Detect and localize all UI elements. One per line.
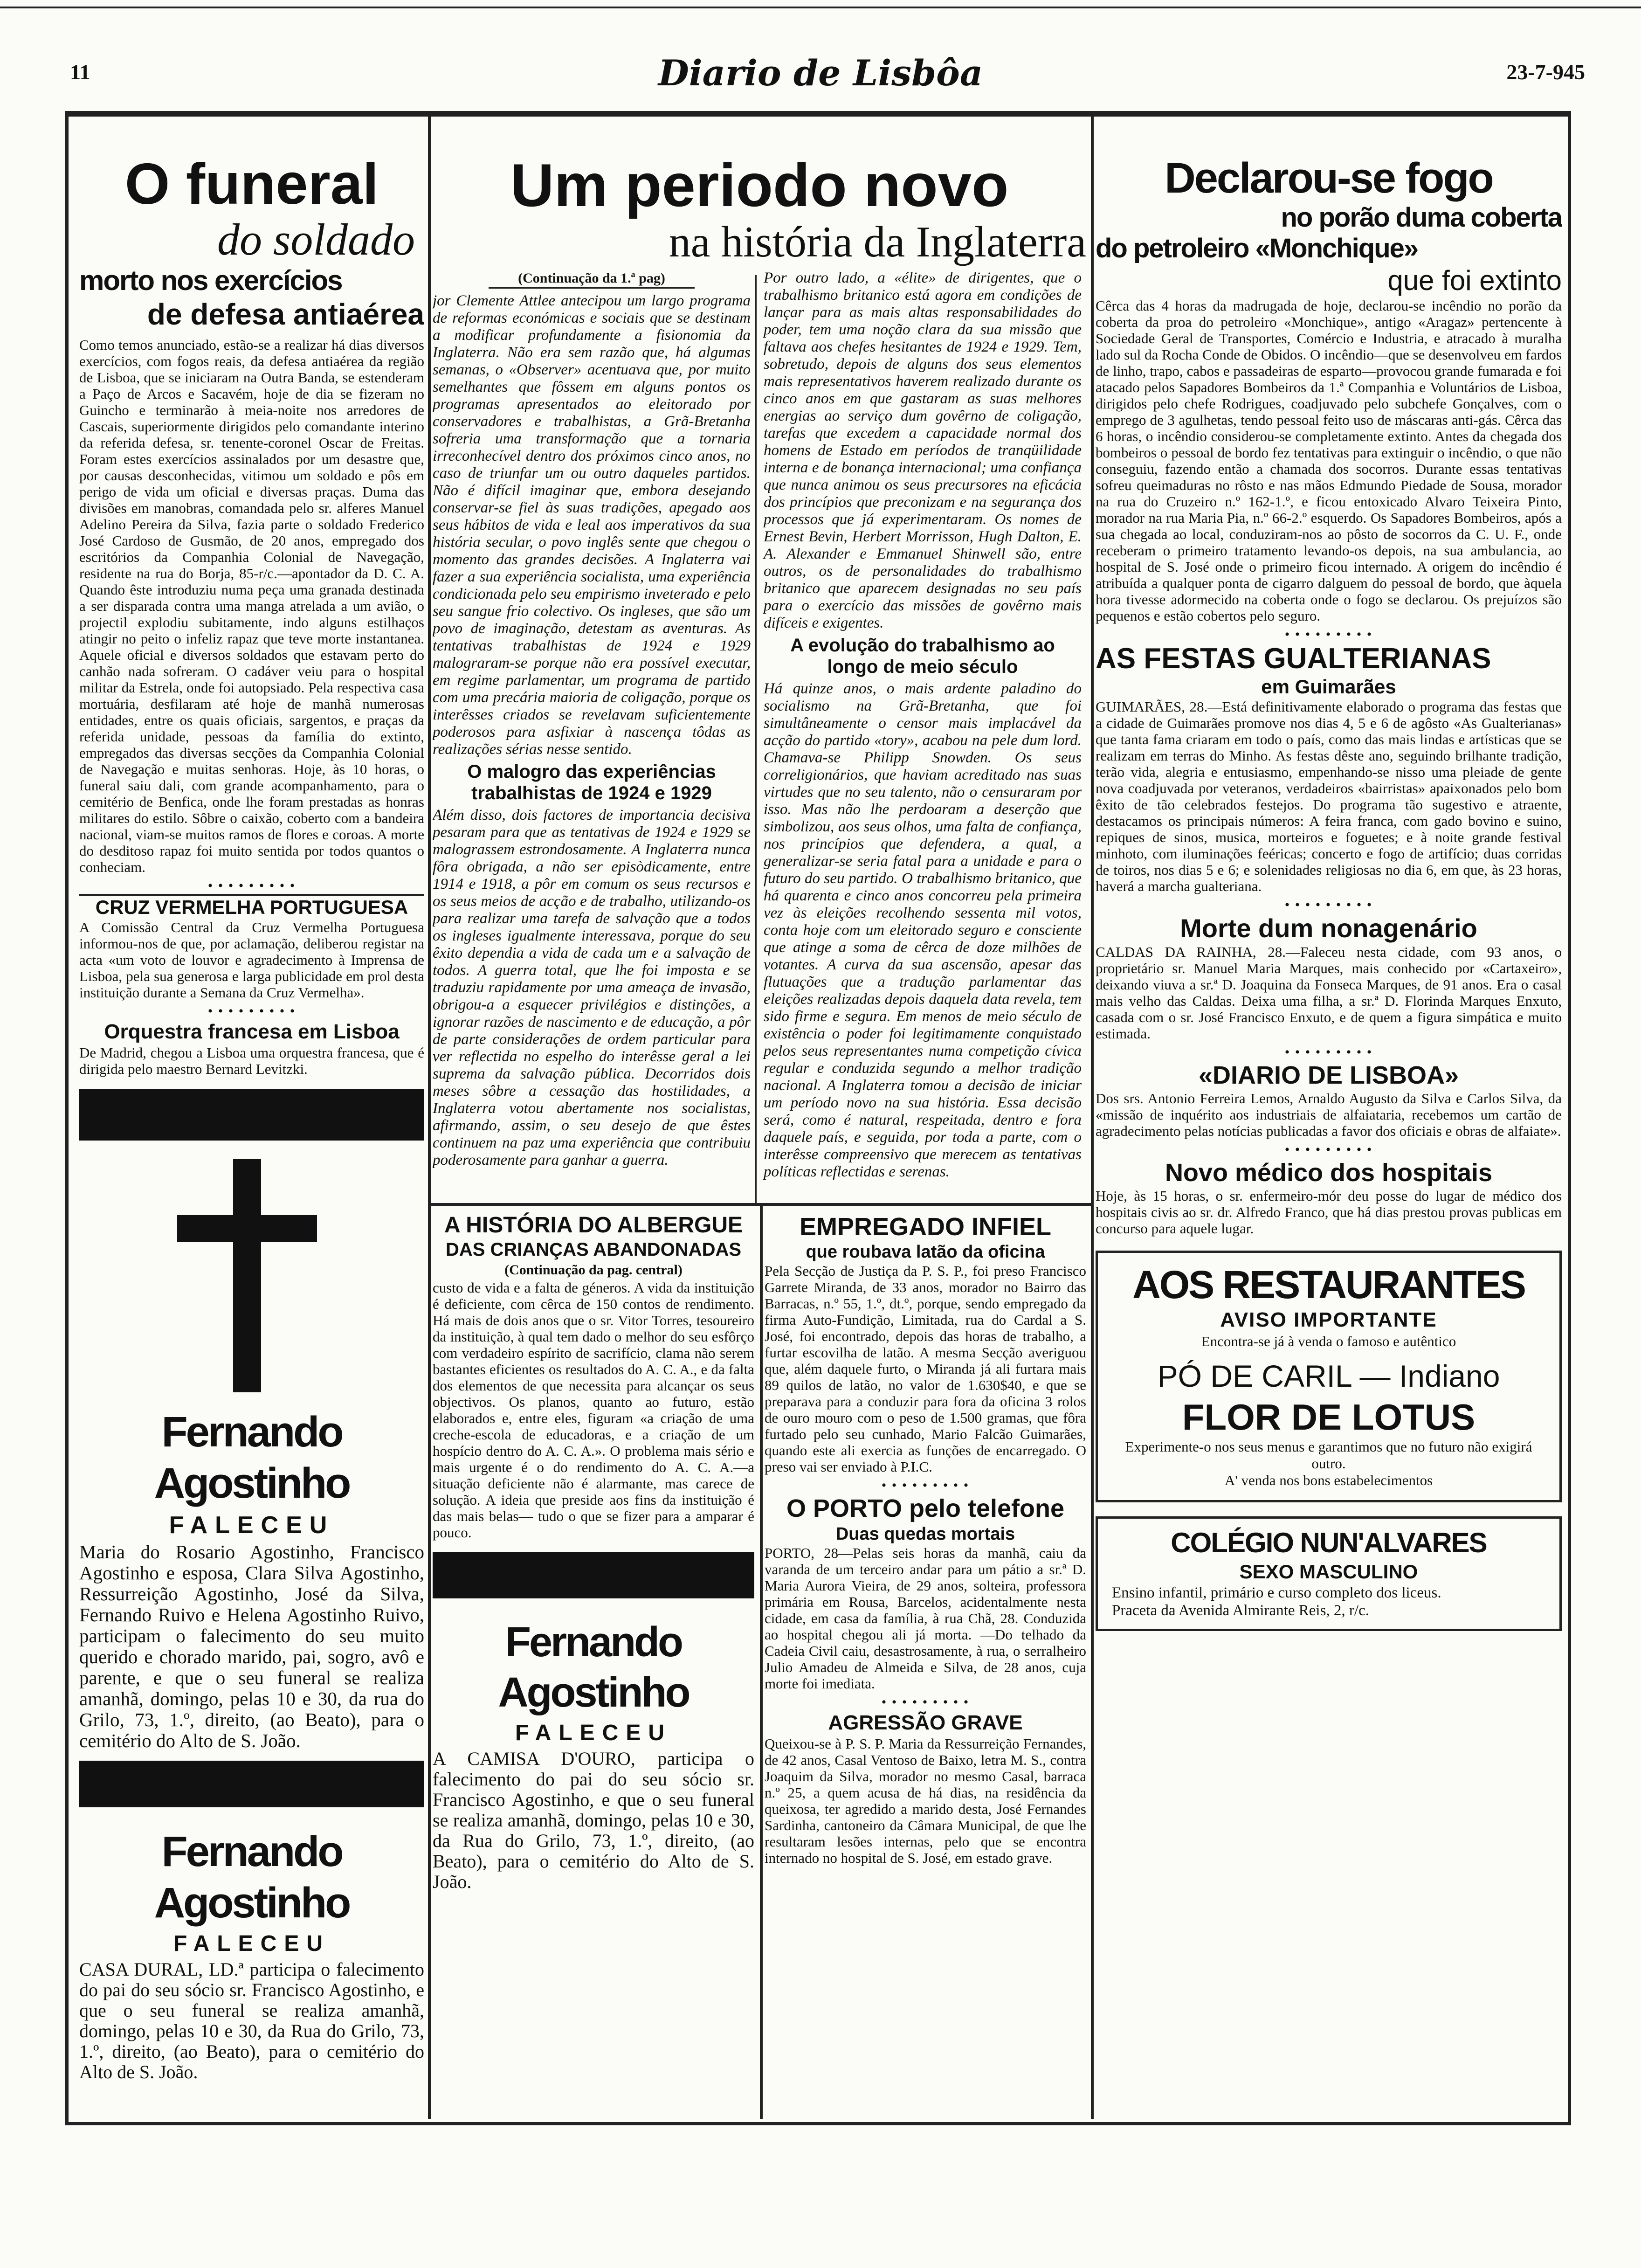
albergue-subtitle: DAS CRIANÇAS ABANDONADAS	[445, 1239, 742, 1260]
medico-text: Hoje, às 15 horas, o sr. enfermeiro-mór deu posse do lugar de médico dos hospitais civis ao sr. dr. Alfredo Franco, que há dias prestou provas publicas em concurso para aquele lugar.	[1096, 1188, 1562, 1237]
periodo-text-4: Há quinze anos, o mais ardente paladino do socialismo na Grã-Bretanha, que foi simultâneamente o censor mais implacável da acção do partido «tory», acabou na pele dum lord. Chamava-se Philipp Snowden. Os seus correligionários, que haviam acreditado nas suas virtudes que no seu talento, não o censuraram por isso. Mas não lhe perdoaram a deserção que simbolizou, aos seus olhos, uma falta de confiança, nos princípios que defendera, a qual, a generalizar-se seria fatal para a unidade e para o futuro do seu partido. O trabalhismo britanico, que há quarenta e cinco anos concorreu pela primeira vez às eleições recolhendo sessenta mil votos, conta hoje com um eleitorado seguro e consciente que atinge a soma de cêrca de doze milhões de votantes. A curva da sua ascensão, apesar das flutuações que a tradução parlamentar das eleições realizadas depois daquela data revela, tem sido firme e segura. Em menos de meio século de existência o poder foi legitimamente conquistado pelos seus representantes numa competição cívica regular e conduzida segundo a melhor tradição nacional. A Inglaterra tomou a decisão de iniciar um período novo na sua história. Essa decisão será, como é natural, respeitada, dentro e fora daquele país, e seguida, por toda a parte, com o interêsse compreensivo que merecem as tentativas políticas reflectidas e serenas.	[764, 680, 1082, 1180]
medico-headline: Novo médico dos hospitais	[1165, 1159, 1493, 1187]
nonagenario-text: CALDAS DA RAINHA, 28.—Faleceu nesta cidade, com 93 anos, o proprietário sr. Manuel Maria Marques, mais conhecido por «Cartaxeiro», deixando viuva a sr.ª D. Joaquina da Fonseca Marques, de 91 anos. Era o casal mais velho das Caldas. Deixa uma filha, a sr.ª D. Florinda Marques Enxuto, casada com o sr. José Francisco Enxuto, e de quem a figura simpática e muito estimada.	[1096, 944, 1562, 1042]
mourning-bar	[433, 1552, 754, 1598]
obituary-faleceu: FALECEU	[173, 1931, 330, 1956]
colegio-ad	[1096, 1516, 1562, 1631]
obituary-faleceu: FALECEU	[169, 1512, 335, 1539]
restaurantes-aviso: AVISO IMPORTANTE	[1220, 1308, 1437, 1331]
agressao-headline: AGRESSÃO GRAVE	[828, 1711, 1023, 1734]
festas-subtitle: em Guimarães	[1261, 676, 1396, 698]
colegio-text: Ensino infantil, primário e curso completo dos liceus.	[1112, 1584, 1441, 1601]
separator: • • • • • • • • •	[1284, 627, 1373, 642]
agressao-text: Queixou-se à P. S. P. Maria da Ressurreição Fernandes, de 42 anos, Casal Ventoso de Baixo, letra M. S., contra Joaquim da Silva, morador no mesmo Casal, barraca n.º 25, a quem acusa de há dias, na residência da queixosa, ter agredido a marido desta, José Fernandes Sardinha, cantoneiro da Câmara Municipal, de que lhe resultaram lesões internas, pelo que se encontra internado no hospital de S. José, em estado grave.	[765, 1736, 1086, 1866]
funeral-kicker-2: de defesa antiaérea	[147, 297, 424, 331]
fogo-text: Cêrca das 4 horas da madrugada de hoje, declarou-se incêndio no porão da coberta da proa do petroleiro «Monchique», antigo «Aragaz» pertencente à Sociedade Geral de Transportes, Comércio e Industria, e atracado à muralha lado sul da Rocha Conde de Obidos. O incêndio—que se desenvolveu em fardos de linho, trapo, cabos e passadeiras de esparto—provocou grande fumarada e foi atacado pelos Sapadores Bombeiros da 1.ª Companhia e Voluntários de Lisboa, dirigidos pelo chefe Rodrigues, coadjuvado pelo subchefe Gonçalves, com o emprego de 3 agulhetas, tendo pessoal feito uso de máscaras anti-gás. Cêrca das 6 horas, o incêndio considerou-se completamente extinto. Antes da chegada dos bombeiros o pessoal de bordo fez tentativas para extinguir o incêndio, o que não conseguiu, fazendo então a chamada dos socorros. Durante essas tentativas sofreu queimaduras no rôsto e nas mãos Edmundo Piedade de Sousa, morador na rua do Cruzeiro n.º 162-1.º, e ficou entoxicado Alvaro Teixeira Pinto, morador na rua Maria Pia, n.º 66-2.º esquerdo. Os Sapadores Bombeiros, após a sua chegada ao local, conduziram-nos ao pôsto de socorros da C. U. F., onde receberam o primeiro tratamento levando-os depois, na sua ambulancia, ao hospital de S. José onde o primeiro ficou internado. A origem do incêndio é atribuída a qualquer ponta de cigarro dalguem do pessoal de bordo, que àquela hora tivesse adormecido na coberta onde o fogo se declarou. Os prejuízos são pequenos e estão cobertos pelo seguro.	[1096, 297, 1562, 624]
festas-headline: AS FESTAS GUALTERIANAS	[1096, 643, 1491, 675]
column-rule	[428, 117, 431, 2119]
orquestra-heading: Orquestra francesa em Lisboa	[104, 1020, 400, 1043]
column-right	[1096, 154, 1562, 2119]
restaurantes-line-3: A' venda nos bons estabelecimentos	[1224, 1472, 1433, 1488]
restaurantes-ad	[1096, 1251, 1562, 1502]
restaurantes-po: PÓ DE CARIL — Indiano	[1157, 1359, 1500, 1393]
page-number: 11	[70, 60, 90, 84]
fogo-subtitle: no porão duma coberta	[1281, 202, 1562, 233]
empregado-subtitle: que roubava latão da oficina	[806, 1242, 1045, 1262]
separator: • • • • • • • • •	[207, 1003, 296, 1019]
obituary-text: A CAMISA D'OURO, participa o falecimento do pai do seu sócio sr. Francisco Agostinho, e que o seu funeral se realiza amanhã, domingo, pelas 10 e 30, da Rua do Grilo, 73, 1.º, direito, (ao Beato), para o cemitério do Alto de S. João.	[433, 1748, 754, 1892]
albergue-article	[433, 1212, 754, 1895]
restaurantes-flor: FLOR DE LOTUS	[1182, 1397, 1476, 1438]
albergue-text: custo de vida e a falta de géneros. A vida da instituição é deficiente, com cêrca de 150 contos de rendimento. Há mais de dois anos que o sr. Vitor Torres, tesoureiro da instituição, à qual tem dado o melhor do seu esfôrço com verdadeiro espírito de sacrifício, clama não serem bastantes eficientes os resultados do A. C. A., e da falta dos elementos de que necessita para alcançar os seus objectivos. Os planos, quanto ao futuro, estão elaborados e, entre eles, figuram «a criação de uma creche-escola de educadoras, e a criação de um hospício dentro do A. C. A.». O problema mais sério e mais urgente é o do rendimento do A. C. A.—a situação deficiente não é alarmante, mas carece de solução. A ideia que preside aos fins da instituição é das mais belas— tudo o que se fizer para a amparar é pouco.	[433, 1279, 754, 1541]
periodo-column-1	[433, 270, 751, 1183]
separator: • • • • • • • • •	[1284, 1044, 1373, 1060]
periodo-column-2	[764, 270, 1082, 1183]
periodo-text-2: Além disso, dois factores de importancia decisiva pesaram para que as tentativas de 1924 e 1929 se malograssem estrondosamente. A Inglaterra nunca fôra obrigada, a não ser episòdicamente, entre 1914 e 1918, a pôr em comum os seus recursos e os seus meios de acção e de trabalho, utilizando-os para realizar uma tarefa de salvação que a todos os ingleses igualmente interessava, porque do seu êxito dependia a vida de cada um e a salvação de todos. A guerra total, que lhe foi imposta e se traduziu rapidamente por uma ameaça de invasão, obrigou-a a esquecer privilégios e distinções, a ignorar razões de nascimento e de educação, a pôr de parte considerações de ordem particular para ver reflectida no espelho do interêsse geral a lei suprema da salvação pública. Decorridos dois meses sôbre a cessação das hostilidades, a Inglaterra votou abertamente nos socialistas, afirmando, assim, o seu desejo de que êstes continuem na paz uma experiência que contribuiu poderosamente para ganhar a guerra.	[433, 807, 751, 1169]
restaurantes-line: Encontra-se já à venda o famoso e autêntico	[1201, 1333, 1456, 1349]
column-rule	[1091, 117, 1094, 2119]
separator: • • • • • • • • •	[881, 1478, 970, 1493]
funeral-headline: O funeral	[124, 154, 379, 216]
obituary-text: CASA DURAL, LD.ª participa o falecimento do pai do seu sócio sr. Francisco Agostinho, e que o seu funeral se realiza amanhã, domingo, pelas 10 e 30, da Rua do Grilo, 73, 1.º, direito, (ao Beato), para o cemitério do Alto de S. João.	[79, 1959, 424, 2082]
colegio-subtitle: SEXO MASCULINO	[1239, 1561, 1418, 1583]
cruz-heading: CRUZ VERMELHA PORTUGUESA	[79, 894, 424, 919]
periodo-headline: Um periodo novo	[510, 154, 1009, 219]
periodo-subtitle: na história da Inglaterra	[669, 218, 1086, 266]
colegio-headline: COLÉGIO NUN'ALVARES	[1171, 1527, 1487, 1558]
periodo-subhead: O malogro das experiências trabalhistas de 1924 e 1929	[467, 761, 716, 803]
orquestra-text: De Madrid, chegou a Lisboa uma orquestra francesa, que é dirigida pelo maestro Bernard Levitzki.	[79, 1044, 424, 1077]
empregado-article	[765, 1212, 1086, 1869]
cruz-text: A Comissão Central da Cruz Vermelha Portuguesa informou-nos de que, por aclamação, deliberou registar na acta «um voto de louvor e agradecimento à Imprensa de Lisboa, pela sua generosa e larga publicidade em prol desta instituição durante a Semana da Cruz Vermelha».	[79, 919, 424, 1001]
column-left	[79, 154, 424, 2122]
festas-text: GUIMARÃES, 28.—Está definitivamente elaborado o programa das festas que a cidade de Guimarães promove nos dias 4, 5 e 6 de agôsto «As Gualterianas» que tanta fama criaram em todo o país, como das mais lindas e artísticas que se realizam em terras do Minho. As festas dêste ano, seguindo brilhante tradição, terão vida, alegria e entusiasmo, empenhando-se nisso uma pleiade de gente nova coadjuvada por veteranos, verdadeiros «bairristas» apaixonados pelo bom êxito de tão celebrados festejos. Do programa tão sugestivo e atraente, destacamos os principais números: A feira franca, com gado bovino e suino, repiques de sinos, musica, morteiros e foguetes; e à noite grande festival minhoto, com iluminações feéricas; concerto e fogo de artifício; duas corridas de toiros, nos dias 5 e 6; e solenidades religiosas no dia 6, em que, às 23 horas, haverá a marcha gualteriana.	[1096, 698, 1562, 894]
obituary-name: Fernando Agostinho	[154, 1408, 350, 1507]
separator: • • • • • • • • •	[207, 878, 296, 893]
obituary-name: Fernando Agostinho	[154, 1828, 350, 1927]
obituary-faleceu: FALECEU	[515, 1721, 672, 1745]
cross-icon	[79, 1159, 424, 1392]
periodo-columns	[433, 270, 1086, 1183]
colegio-address: Praceta da Avenida Almirante Reis, 2, r/c.	[1112, 1602, 1369, 1619]
periodo-continuation: (Continuação da 1.ª pag)	[489, 270, 695, 289]
empregado-headline: EMPREGADO INFIEL	[799, 1213, 1052, 1241]
obituary-text: Maria do Rosario Agostinho, Francisco Agostinho e esposa, Clara Silva Agostinho, Ressurreição Agostinho, José da Silva, Fernando Ruivo e Helena Agostinho Ruivo, participam o falecimento do seu muito querido e chorado marido, pai, sogro, avô e parente, e que o seu funeral se realiza amanhã, domingo, pelas 10 e 30, da rua do Grilo, 73, 1.º, direito, (ao Beato), para o cemitério do Alto de S. João.	[79, 1541, 424, 1751]
fogo-subtitle-3: que foi extinto	[1387, 265, 1562, 296]
column-middle	[433, 154, 1086, 2119]
issue-date: 23-7-945	[1506, 60, 1585, 84]
nonagenario-headline: Morte dum nonagenário	[1180, 913, 1477, 943]
periodo-text-3: Por outro lado, a «élite» de dirigentes, que o trabalhismo britanico está agora em condições de lançar para as mais altas responsabilidades do poder, tem uma noção clara da sua missão que faltava aos chefes hesitantes de 1924 e 1929. Tem, sobretudo, depois de alguns dos seus elementos mais representativos haverem realizado durante os cinco anos em que gastaram as suas melhores energias ao serviço dum govêrno de coligação, tarefas que excedem a capacidade normal dos homens de Estado em períodos de tranqüilidade interna e de bonança internacional; uma confiança que nunca animou os seus precursores na eficácia dos princípios que preconizam e na segurança dos processos que já experimentaram. Os nomes de Ernest Bevin, Herbert Morrisson, Hugh Dalton, E. A. Alexander e Emmanuel Shinwell são, entre outros, os de personalidades do trabalhismo britanico que aparecem designadas no seu país para o exercício das missões de govêrno mais difíceis e exigentes.	[764, 270, 1082, 631]
periodo-text: jor Clemente Attlee antecipou um largo programa de reformas económicas e sociais que se destinam a modificar profundamente a fisionomia da Inglaterra. Não era sem razão que, há algumas semanas, o «Observer» acentuava que, por muito semelhantes que fôssem em alguns pontos os programas apresentados ao eleitorado por conservadores e trabalhistas, a Grã-Bretanha sofreria uma transformação que a tornaria irreconhecível dentro dos próximos cinco anos, no caso de triunfar um ou outro daqueles partidos. Não é difícil imaginar que, embora desejando conservar-se fiel às suas tradições, apegado aos seus hábitos de vida e leal aos imperativos da sua história secular, o povo inglês sente que chegou o momento das grandes decisões. A Inglaterra vai fazer a sua experiência socialista, uma experiência condicionada pelo seu empirismo inveterado e pelo seu sangue frio colectivo. Os ingleses, que são um povo de imaginação, detestam as aventuras. As tentativas trabalhistas de 1924 e 1929 malograram-se porque não era possível executar, em regime parlamentar, um programa de partido com uma precária maioria de coligação, porque os interêsses criados se revelavam suficientemente poderosos para asfixiar à nascença tôdas as realizações sérias nesse sentido.	[433, 292, 751, 758]
restaurantes-line-2: Experimente-o nos seus menus e garantimos que no futuro não exigirá outro.	[1125, 1438, 1532, 1472]
top-rule	[0, 7, 1641, 8]
porto-headline: O PORTO pelo telefone	[786, 1494, 1065, 1522]
mourning-bar	[79, 1089, 424, 1141]
restaurantes-headline: AOS RESTAURANTES	[1132, 1263, 1525, 1307]
separator: • • • • • • • • •	[1284, 1142, 1373, 1157]
fogo-subtitle-2: do petroleiro «Monchique»	[1096, 233, 1418, 263]
fogo-headline: Declarou-se fogo	[1165, 154, 1493, 202]
porto-text: PORTO, 28—Pelas seis horas da manhã, caiu da varanda de um terceiro andar para um pátio a sr.ª D. Maria Aurora Vieira, de 29 anos, solteira, professora primária em Rousa, Barcelos, acidentalmente nesta cidade, em casa da família, à rua Chã, 28. Conduzida ao hospital chegou ali já morta. —Do telhado da Cadeia Civil caiu, desastrosamente, à rua, o serralheiro Julio Amadeu de Almeida e Silva, de 28 anos, cuja morte foi imediata.	[765, 1545, 1086, 1692]
empregado-text: Pela Secção de Justiça da P. S. P., foi preso Francisco Garrete Miranda, de 33 anos, morador no Bairro das Barracas, n.º 55, 1.º, dt.º, porque, sendo empregado da firma Auto-Fundição, Limitada, rua do Cardal a S. José, foi encontrado, depois das horas de trabalho, a furtar escovilha de latão. A mesma Secção averiguou que, além daquele furto, o Miranda já ali furtara mais 89 quilos de latão, no valor de 1.630$40, e que se preparava para a conduzir para fora da oficina 3 rolos de ouro mouro com o peso de 1.500 gramas, que fôra furtado pelo seu cunhado, Mario Falcão Guimarães, quando este ali exercia as funções de encarregado. O preso vai ser enviado à P.I.C.	[765, 1263, 1086, 1475]
funeral-text: Como temos anunciado, estão-se a realizar há dias diversos exercícios, com fogos reais, da defesa antiaérea da região de Lisboa, que se iniciaram na Outra Banda, se estenderam a Paço de Arcos e Sacavém, hoje de dia se fizeram no Guincho e terminarão à meia-noite nos arredores de Cascais, superiormente dirigidos pelo comandante interino da referida defesa, sr. tenente-coronel Oscar de Freitas. Foram estes exercícios assinalados por um desastre que, por causas desconhecidas, vitimou um soldado e pôs em perigo de vida um oficial e diversas praças. Duma das divisões em manobras, comandada pelo sr. alferes Manuel Adelino Pereira da Silva, fazia parte o soldado Frederico José Cardoso de Gusmão, de 20 anos, empregado dos escritórios da Companhia Colonial de Navegação, residente na rua do Borja, 85-r/c.—apontador da D. C. A. Quando êste introduziu numa peça uma granada destinada a ser disparada contra uma manga atrelada a um avião, o projectil explodiu subitamente, indo alguns estilhaços atingir no peito o infeliz rapaz que teve morte instantanea. Aquele oficial e diversos soldados que estavam perto do canhão nada sofreram. O cadáver veiu para o hospital militar da Estrela, onde foi autopsiado. Pela respectiva casa mortuária, desfilaram até hoje de manhã numerosas entidades, entre os quais oficiais, sargentos, e praças da referida unidade, pessoas da família do extinto, empregados das diversas secções da Companhia Colonial de Navegação e muitas senhoras. Hoje, às 10 horas, o funeral saiu dali, com grande acompanhamento, para o cemitério de Benfica, onde lhe foram prestadas as honras militares do estilo. Sôbre o caixão, coberto com a bandeira nacional, viam-se muitos ramos de flores e coroas. A morte do desditoso rapaz foi muito sentida por todos quantos o conheciam.	[79, 337, 424, 875]
albergue-headline: A HISTÓRIA DO ALBERGUE	[444, 1213, 743, 1238]
porto-subtitle: Duas quedas mortais	[835, 1524, 1015, 1544]
diario-text: Dos srs. Antonio Ferreira Lemos, Arnaldo Augusto da Silva e Carlos Silva, da «missão de inquérito aos industriais de alfaiataria, recebemos um cartão de agradecimento pelas notícias publicadas a favor dos oficiais e obras de alfaiate».	[1096, 1090, 1562, 1139]
funeral-subtitle: do soldado	[217, 214, 415, 264]
separator: • • • • • • • • •	[881, 1694, 970, 1710]
mourning-bar	[79, 1761, 424, 1807]
separator: • • • • • • • • •	[1284, 897, 1373, 913]
obituary-name: Fernando Agostinho	[498, 1619, 689, 1716]
diario-headline: «DIARIO DE LISBOA»	[1198, 1061, 1459, 1089]
masthead: Diario de Lisbôa	[658, 52, 983, 94]
funeral-kicker: morto nos exercícios	[79, 265, 342, 296]
periodo-subhead-2: A evolução do trabalhismo ao longo de meio século	[790, 635, 1055, 677]
albergue-continuation: (Continuação da pag. central)	[504, 1262, 683, 1278]
